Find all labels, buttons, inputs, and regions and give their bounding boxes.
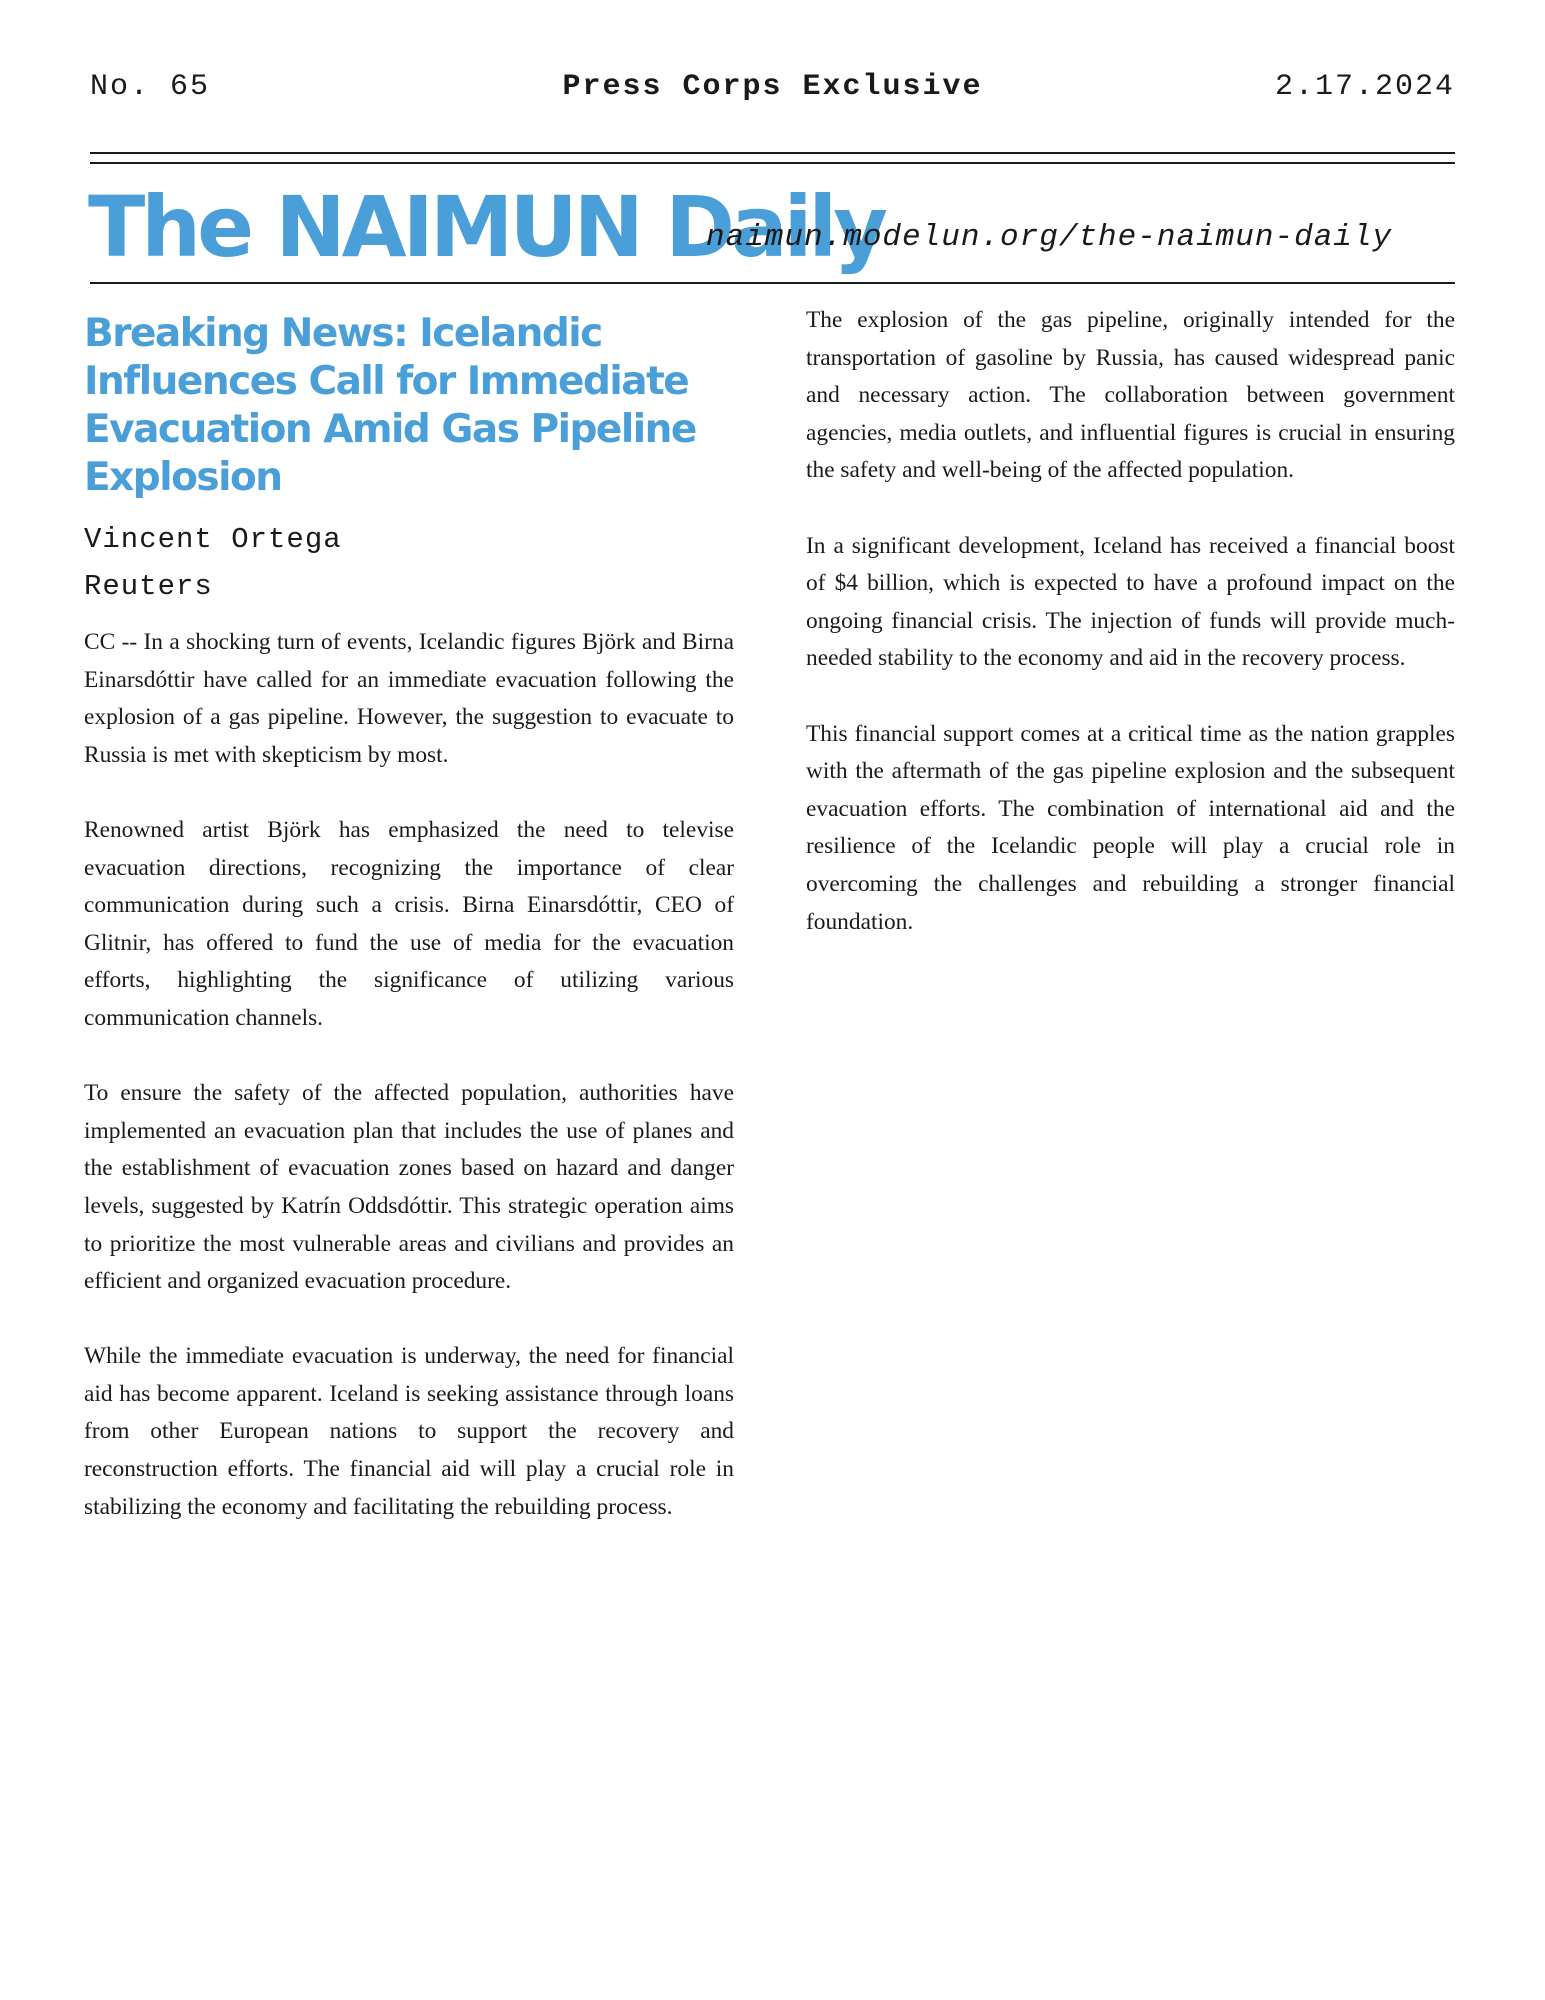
article-paragraph: The explosion of the gas pipeline, originally intended for the transportation of gasoline by Russia, has caused widespread panic and necessary action. The collaboration between government agencies, media outlets, and influential figures is crucial in ensuring the safety and well-being of the affected population. [806, 307, 1455, 484]
section-title: Press Corps Exclusive [562, 70, 983, 104]
issue-date: 2.17.2024 [1274, 70, 1455, 104]
issue-number: No. 65 [90, 70, 211, 104]
article-paragraph: To ensure the safety of the affected population, authorities have implemented an evacuation plan that includes the use of planes and the establishment of evacuation zones based on hazard and danger levels, suggested by Katrín Oddsdóttir. This strategic operation aims to prioritize the most vulnerable areas and civilians and provides an efficient and organized evacuation procedure. [84, 1080, 734, 1295]
article-paragraph: Renowned artist Björk has emphasized the need to televise evacuation directions, recognizing the importance of clear communication during such a crisis. Birna Einarsdóttir, CEO of Glitnir, has offered to fund the use of media for the evacuation efforts, highlighting the significance of utilizing various communication channels. [84, 816, 734, 1031]
article-paragraph: While the immediate evacuation is underway, the need for financial aid has become apparent. Iceland is seeking assistance through loans from other European nations to support the recovery and reconstruction efforts. The financial aid will play a crucial role in stabilizing the economy and facilitating the rebuilding process. [84, 1343, 734, 1520]
header-bar [90, 70, 1455, 110]
article-column-right [806, 302, 1455, 979]
header-divider-top [90, 152, 1455, 154]
paper-url: naimun.modelun.org/the-naimun-daily [706, 220, 1393, 255]
article-paragraph: CC -- In a shocking turn of events, Icelandic figures Björk and Birna Einarsdóttir have called for an immediate evacuation following the explosion of a gas pipeline. However, the suggestion to evacuate to Russia is met with skepticism by most. [84, 629, 734, 768]
article-paragraph: In a significant development, Iceland has received a financial boost of $4 billion, which is expected to have a profound impact on the ongoing financial crisis. The injection of funds will provide much-needed stability to the economy and aid in the recovery process. [806, 532, 1455, 672]
masthead-divider [90, 282, 1455, 284]
masthead [88, 178, 1455, 278]
article-headline: Breaking News: Icelandic Influences Call for Immediate Evacuation Amid Gas Pipeline Explosion [84, 311, 696, 500]
article-author: Vincent Ortega [84, 523, 342, 556]
article-organization: Reuters [84, 570, 213, 603]
paper-name: The NAIMUN Daily [88, 178, 884, 276]
article-column-left [84, 310, 734, 1564]
article-paragraph: This financial support comes at a critical time as the nation grapples with the aftermath of the gas pipeline explosion and the subsequent evacuation efforts. The combination of international aid and the resilience of the Icelandic people will play a crucial role in overcoming the challenges and rebuilding a stronger financial foundation. [806, 720, 1455, 935]
header-divider-bottom [90, 162, 1455, 164]
